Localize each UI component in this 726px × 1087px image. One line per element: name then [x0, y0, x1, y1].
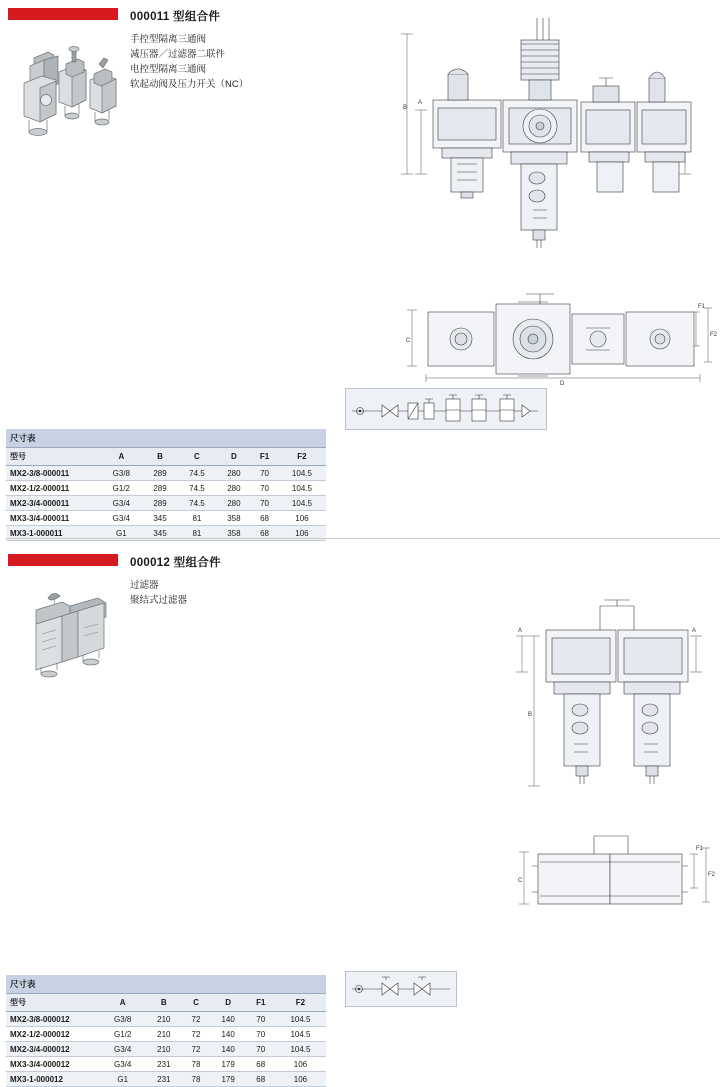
- cell-c: 74.5: [177, 496, 216, 511]
- product-header-000012: [8, 554, 118, 566]
- cell-d: 280: [217, 481, 252, 496]
- cell-b: 345: [143, 526, 178, 541]
- cell-f2: 104.5: [275, 1027, 326, 1042]
- cell-b: 289: [143, 466, 178, 481]
- cell-model: MX2-3/4-000012: [6, 1042, 100, 1057]
- cell-c: 72: [182, 1027, 209, 1042]
- cell-model: MX2-1/2-000011: [6, 481, 100, 496]
- col-f2: F2: [278, 448, 326, 466]
- description-line: 软起动阀及压力开关（NC）: [130, 79, 249, 90]
- cell-d: 140: [210, 1027, 247, 1042]
- cell-f2: 106: [275, 1057, 326, 1072]
- col-a: A: [100, 448, 143, 466]
- col-b: B: [145, 994, 182, 1012]
- product-description-2: [130, 578, 187, 608]
- cell-f1: 68: [247, 1057, 275, 1072]
- technical-drawing-top-000012: [510, 832, 720, 920]
- cell-a: G3/8: [100, 1012, 145, 1027]
- cell-f1: 70: [247, 1027, 275, 1042]
- dimension-table-000011: [6, 429, 326, 541]
- cell-f2: 104.5: [275, 1012, 326, 1027]
- cell-d: 140: [210, 1012, 247, 1027]
- cell-model: MX2-3/8-000011: [6, 466, 100, 481]
- svg-text:C: C: [406, 338, 411, 344]
- dimension-table-000012: [6, 975, 326, 1087]
- technical-drawing-top-000011: [400, 290, 720, 386]
- svg-text:A: A: [418, 100, 423, 106]
- accent-bar: [8, 8, 118, 20]
- svg-text:B: B: [403, 105, 408, 111]
- cell-f2: 104.5: [275, 1042, 326, 1057]
- cell-f1: 70: [251, 481, 278, 496]
- cell-model: MX3-1-000011: [6, 526, 100, 541]
- cell-model: MX3-1-000012: [6, 1072, 100, 1087]
- table-header-row: [6, 994, 326, 1012]
- description-line: 手控型隔离三通阀: [130, 34, 207, 45]
- col-f1: F1: [251, 448, 278, 466]
- cell-model: MX2-3/4-000011: [6, 496, 100, 511]
- cell-model: MX2-1/2-000012: [6, 1027, 100, 1042]
- cell-f1: 68: [251, 511, 278, 526]
- cell-f1: 70: [247, 1042, 275, 1057]
- cell-c: 74.5: [177, 481, 216, 496]
- cell-b: 289: [143, 481, 178, 496]
- cell-model: MX3-3/4-000012: [6, 1057, 100, 1072]
- product-photo-000012: [14, 584, 134, 692]
- table-row: [6, 1072, 326, 1087]
- cell-f1: 68: [251, 526, 278, 541]
- cell-b: 210: [145, 1027, 182, 1042]
- cell-c: 78: [182, 1072, 209, 1087]
- cell-f1: 70: [247, 1012, 275, 1027]
- table-row: [6, 1027, 326, 1042]
- col-b: B: [143, 448, 178, 466]
- product-photo-000011: [4, 28, 134, 140]
- cell-a: G1: [100, 1072, 145, 1087]
- col-model: 型号: [6, 448, 100, 466]
- cell-a: G3/4: [100, 1057, 145, 1072]
- cell-c: 74.5: [177, 466, 216, 481]
- col-c: C: [177, 448, 216, 466]
- table-row: [6, 1012, 326, 1027]
- pneumatic-schematic-000012: [345, 971, 457, 1007]
- table-header-row: [6, 448, 326, 466]
- table-row: [6, 1042, 326, 1057]
- svg-text:B: B: [528, 712, 533, 718]
- cell-f2: 106: [275, 1072, 326, 1087]
- cell-a: G3/4: [100, 511, 143, 526]
- section-divider: [6, 538, 720, 539]
- cell-b: 210: [145, 1042, 182, 1057]
- col-c: C: [182, 994, 209, 1012]
- cell-model: MX3-3/4-000011: [6, 511, 100, 526]
- table-caption: 尺寸表: [6, 975, 326, 994]
- cell-c: 81: [177, 526, 216, 541]
- col-f2: F2: [275, 994, 326, 1012]
- description-line: 减压器／过滤器二联件: [130, 49, 226, 60]
- cell-a: G3/4: [100, 496, 143, 511]
- cell-d: 358: [217, 511, 252, 526]
- pneumatic-schematic-000011: [345, 388, 547, 430]
- description-line: 电控型隔离三通阀: [130, 64, 207, 75]
- description-line: 聚结式过滤器: [130, 595, 188, 606]
- svg-text:A: A: [518, 628, 523, 634]
- cell-b: 345: [143, 511, 178, 526]
- table-caption: 尺寸表: [6, 429, 326, 448]
- page-title: 000011 型组合件: [130, 11, 221, 23]
- accent-bar: [8, 554, 118, 566]
- cell-f1: 68: [247, 1072, 275, 1087]
- cell-d: 179: [210, 1072, 247, 1087]
- table-row: [6, 466, 326, 481]
- col-model: 型号: [6, 994, 100, 1012]
- cell-c: 81: [177, 511, 216, 526]
- cell-f1: 70: [251, 496, 278, 511]
- svg-text:F1: F1: [696, 846, 704, 852]
- page-title-2: 000012 型组合件: [130, 557, 221, 569]
- svg-text:A: A: [692, 628, 697, 634]
- table-row: [6, 481, 326, 496]
- technical-drawing-front-000011: [385, 14, 715, 282]
- cell-b: 231: [145, 1072, 182, 1087]
- cell-a: G3/4: [100, 1042, 145, 1057]
- svg-text:D: D: [560, 381, 565, 386]
- product-description: [130, 32, 248, 92]
- cell-b: 210: [145, 1012, 182, 1027]
- cell-c: 78: [182, 1057, 209, 1072]
- cell-f2: 104.5: [278, 496, 326, 511]
- cell-f2: 106: [278, 526, 326, 541]
- product-header-000011: [8, 8, 118, 20]
- cell-model: MX2-3/8-000012: [6, 1012, 100, 1027]
- cell-f2: 106: [278, 511, 326, 526]
- table-row: [6, 511, 326, 526]
- col-d: D: [210, 994, 247, 1012]
- technical-drawing-front-000012: [500, 596, 720, 836]
- cell-d: 280: [217, 466, 252, 481]
- cell-f2: 104.5: [278, 466, 326, 481]
- cell-a: G1/2: [100, 481, 143, 496]
- cell-b: 231: [145, 1057, 182, 1072]
- svg-text:F2: F2: [708, 872, 716, 878]
- cell-d: 179: [210, 1057, 247, 1072]
- cell-a: G1: [100, 526, 143, 541]
- cell-f1: 70: [251, 466, 278, 481]
- cell-d: 140: [210, 1042, 247, 1057]
- col-f1: F1: [247, 994, 275, 1012]
- cell-d: 358: [217, 526, 252, 541]
- cell-b: 289: [143, 496, 178, 511]
- svg-text:C: C: [518, 878, 523, 884]
- cell-a: G1/2: [100, 1027, 145, 1042]
- cell-f2: 104.5: [278, 481, 326, 496]
- cell-a: G3/8: [100, 466, 143, 481]
- cell-c: 72: [182, 1012, 209, 1027]
- col-d: D: [217, 448, 252, 466]
- table-row: [6, 496, 326, 511]
- table-row: [6, 1057, 326, 1072]
- svg-text:F1: F1: [698, 304, 706, 310]
- description-line: 过滤器: [130, 580, 159, 591]
- cell-c: 72: [182, 1042, 209, 1057]
- col-a: A: [100, 994, 145, 1012]
- cell-d: 280: [217, 496, 252, 511]
- svg-text:F2: F2: [710, 332, 718, 338]
